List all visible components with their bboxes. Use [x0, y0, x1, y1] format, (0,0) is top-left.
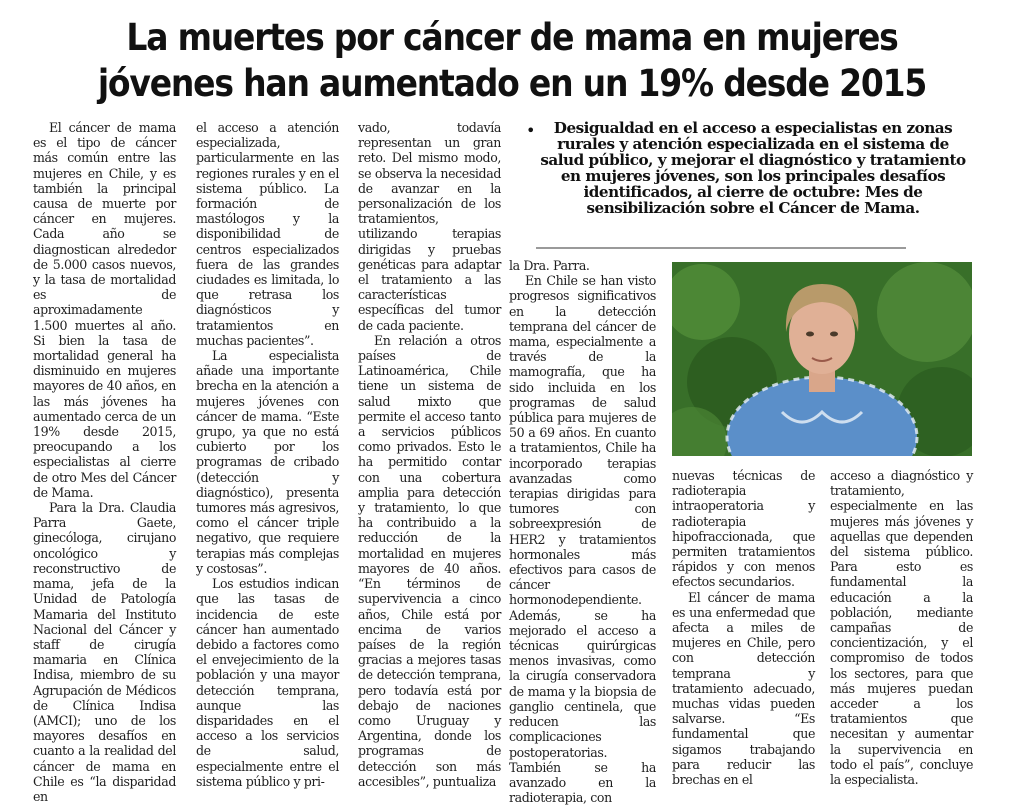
portrait-photo: [672, 262, 972, 456]
paragraph: Para la Dra. Claudia Parra Gaete, ginecóloga, cirujano oncológico y reconstructivo de mama, jefa de la Unidad de Patología Mamaria del Instituto Nacional del Cáncer y staff de cirugía mamaria en Clínica Indisa, miembro de su Agrupación de Médicos de Clínica Indisa (AMCI); uno de los mayores desafíos en cuanto a la realidad del cáncer de mama en Chile es “la disparidad en: [33, 500, 176, 804]
bullet-icon: •: [526, 121, 536, 140]
article-column-3: [358, 120, 501, 789]
paragraph: En relación a otros países de Latinoamérica, Chile tiene un sistema de salud mixto que permite el acceso tanto a servicios públicos como privados. Esto le ha permitido contar con una cobertura amplia para detección y tratamiento, lo que ha contribuido a la reducción de la mortalidad en mujeres mayores de 40 años. “En términos de supervivencia a cinco años, Chile está por encima de varios países de la región gracias a mejores tasas de detección temprana, pero todavía está por debajo de naciones como Uruguay y Argentina, donde los programas de detección son más accesibles”, puntualiza: [358, 332, 501, 789]
paragraph: El cáncer de mama es una enfermedad que afecta a miles de mujeres en Chile, pero con detección temprana y tratamiento adecuado, muchas vidas pueden salvarse. “Es fundamental que sigamos trabajando para reducir las brechas en el: [672, 589, 815, 788]
paragraph: vado, todavía representan un gran reto. Del mismo modo, se observa la necesidad de avanzar en la personalización de los tratamientos, utilizando terapias dirigidas y pruebas genéticas para adaptar el tratamiento a las características específicas del tumor de cada paciente.: [358, 120, 501, 333]
portrait-illustration: [672, 262, 972, 456]
headline: La muertes por cáncer de mama en mujeres jóvenes han aumentado en un 19% desde 2015: [97, 15, 927, 105]
paragraph: La especialista añade una importante brecha en la atención a mujeres jóvenes con cáncer de mama. “Este grupo, ya que no está cubierto por los programas de cribado (detección y diagnóstico), presenta tumores más agresivos, como el cáncer triple negativo, que requiere terapias más complejas y costosas”.: [196, 348, 339, 576]
article-column-1: [33, 120, 176, 804]
article-column-5: [672, 468, 815, 787]
callout-divider: [536, 247, 906, 249]
paragraph: Los estudios indican que las tasas de incidencia de este cáncer han aumentado debido a factores como el envejecimiento de la población y una mayor detección temprana, aunque las disparidades en el acceso a los servicios de salud, especialmente entre el sistema público y pri-: [196, 576, 339, 789]
paragraph: El cáncer de mama es el tipo de cáncer más común entre las mujeres en Chile, y es también la principal causa de muerte por cáncer en mujeres. Cada año se diagnostican alrededor de 5.000 casos nuevos, y la tasa de mortalidad es de aproximadamente 1.500 muertes al año. Si bien la tasa de mortalidad general ha disminuido en mujeres mayores de 40 años, en las más jóvenes ha aumentado cerca de un 19% desde 2015, preocupando a los especialistas al cierre de otro Mes del Cáncer de Mama.: [33, 120, 176, 500]
paragraph: el acceso a atención especializada, particularmente en las regiones rurales y en el sistema público. La formación de mastólogos y la disponibilidad de centros especializados fuera de las grandes ciudades es limitada, lo que retrasa los diagnósticos y tratamientos en muchas pacientes”.: [196, 120, 339, 348]
article-column-4: [509, 258, 656, 805]
paragraph: la Dra. Parra.: [509, 258, 590, 273]
callout-box: [526, 120, 966, 216]
paragraph: acceso a diagnóstico y tratamiento, especialmente en las mujeres más jóvenes y aquellas que dependen del sistema público. Para esto es fundamental la educación a la población, mediante campañas de concientización, y el compromiso de todos los sectores, para que más mujeres puedan acceder a los tratamientos que necesitan y aumentar la supervivencia en todo el país”, concluye la especialista.: [830, 468, 973, 788]
paragraph: En Chile se han visto progresos significativos en la detección temprana del cáncer de mama, especialmente a través de la mamografía, que ha sido incluida en los programas de salud pública para mujeres de 50 a 69 años. En cuanto a tratamientos, Chile ha incorporado terapias avanzadas como terapias dirigidas para tumores con sobreexpresión de HER2 y tratamientos hormonales más efectivos para casos de cáncer hormonodependiente. Además, se ha mejorado el acceso a técnicas quirúrgicas menos invasivas, como la cirugía conservadora de mama y la biopsia de ganglio centinela, que reducen las complicaciones postoperatorias. También se ha avanzado en la radioterapia, con: [509, 273, 656, 806]
callout-text: Desigualdad en el acceso a especialistas en zonas rurales y atención especializada en el sistema de salud público, y mejorar el diagnóstico y tratamiento en mujeres jóvenes, son los principales desafíos identificados, al cierre de octubre: Mes de sensibilización sobre el Cáncer de Mama.: [540, 119, 966, 217]
article-column-6: [830, 468, 973, 787]
paragraph: nuevas técnicas de radioterapia intraoperatoria y radioterapia hipofraccionada, que permiten tratamientos rápidos y con menos efectos secundarios.: [672, 468, 815, 590]
article-column-2: [196, 120, 339, 789]
